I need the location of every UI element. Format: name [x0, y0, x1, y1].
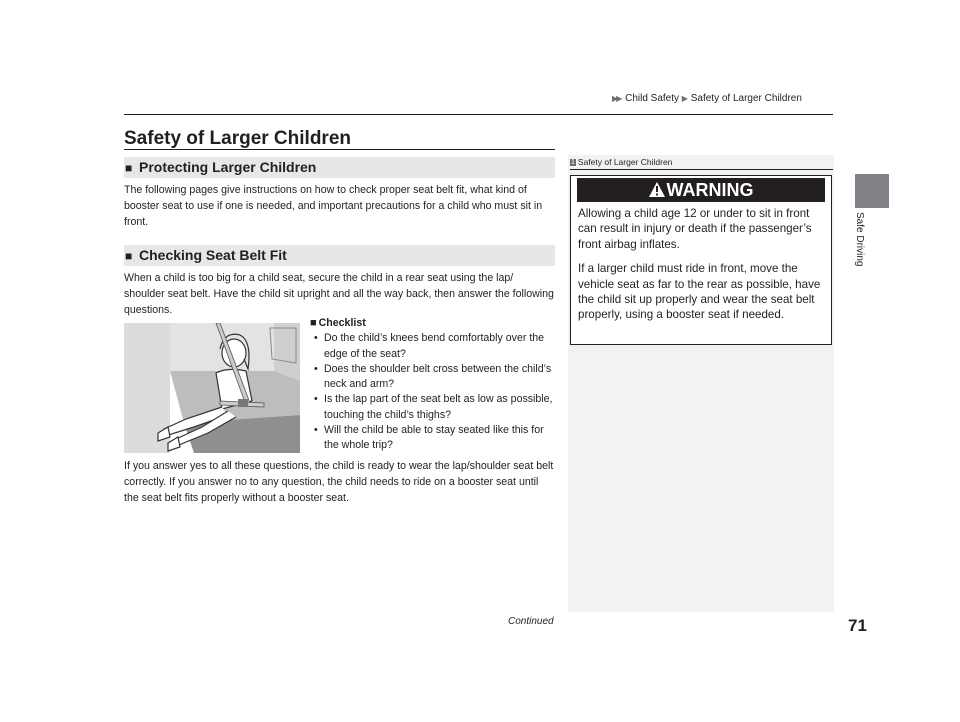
note-heading — [570, 157, 672, 167]
checklist — [310, 316, 560, 454]
warning-paragraph: Allowing a child age 12 or under to sit in front can result in injury or death if the passenger’s front airbag inflates. — [578, 207, 812, 251]
warning-box — [570, 175, 832, 345]
breadcrumb-item[interactable]: Safety of Larger Children — [690, 93, 802, 104]
side-tab-marker — [855, 174, 889, 208]
section2-conclusion: If you answer yes to all these questions, the child is ready to wear the lap/shoulder seat belt correctly. If you answer no to any question, the child needs to ride on a booster seat until the seat belt fits properly without a booster seat. — [124, 460, 554, 504]
square-bullet-icon: ■ — [125, 161, 133, 175]
breadcrumb-item[interactable]: Child Safety — [625, 93, 680, 104]
child-seatbelt-illustration — [124, 323, 300, 453]
chevron-right-icon: ▶▶ — [612, 94, 621, 103]
header-rule — [124, 114, 833, 115]
section2-intro: When a child is too big for a child seat, secure the child in a rear seat using the lap/ shoulder seat belt. Have the child sit upright and all the way back, then answer the following questions. — [124, 272, 554, 316]
title-rule — [124, 149, 555, 150]
section1-text: The following pages give instructions on how to check proper seat belt fit, what kind of booster seat to use if one is needed, and important precautions for a child who must sit in front. — [124, 184, 543, 228]
note-rule — [570, 169, 833, 170]
checklist-title-label: Checklist — [318, 317, 366, 329]
checklist-title — [310, 316, 560, 331]
side-tab — [851, 212, 871, 272]
section-heading-checking — [124, 245, 555, 266]
continued-label: Continued — [508, 616, 554, 627]
square-bullet-icon: ■ — [310, 317, 317, 329]
page-number: 71 — [848, 616, 867, 635]
warning-label: WARNING — [666, 180, 754, 200]
chevron-right-icon: ▶ — [681, 94, 686, 103]
square-bullet-icon: ■ — [125, 249, 133, 263]
list-item: • Will the child be able to stay seated like this for the whole trip? — [310, 423, 560, 454]
warning-icon — [649, 179, 665, 203]
warning-paragraph: If a larger child must ride in front, move the vehicle seat as far to the rear as possible, have the child sit up properly and wear the seat belt properly, using a booster seat if needed. — [578, 262, 821, 322]
warning-text — [578, 206, 828, 332]
section-heading-protecting — [124, 157, 555, 178]
section-heading-label: Protecting Larger Children — [139, 159, 317, 175]
page-title: Safety of Larger Children — [124, 128, 351, 149]
list-item: • Do the child’s knees bend comfortably over the edge of the seat? — [310, 331, 560, 362]
section-heading-label: Checking Seat Belt Fit — [139, 247, 287, 263]
note-title: Safety of Larger Children — [577, 157, 673, 167]
note-number: 1 — [571, 159, 575, 166]
side-tab-label: Safe Driving — [854, 212, 865, 267]
warning-banner — [577, 178, 825, 202]
breadcrumb — [612, 93, 802, 104]
list-item: • Is the lap part of the seat belt as low as possible, touching the child’s thighs? — [310, 392, 560, 423]
list-item: • Does the shoulder belt cross between the child’s neck and arm? — [310, 362, 560, 393]
checklist-items — [310, 331, 560, 453]
